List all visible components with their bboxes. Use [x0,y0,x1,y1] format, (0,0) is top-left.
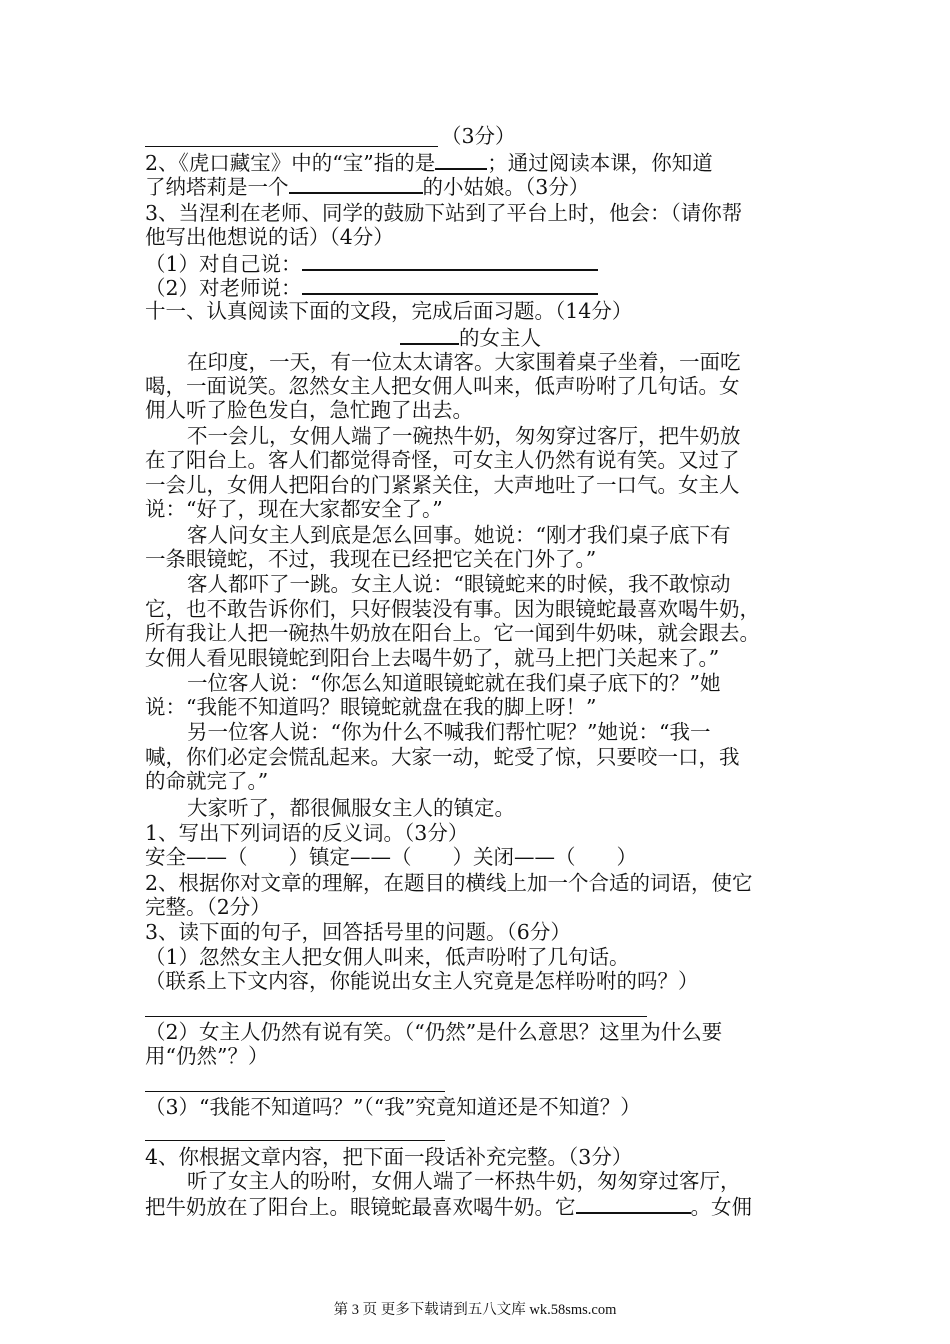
q11-2-line2: 完整。（2分） [145,895,271,919]
q11-4-text-b: 。女佣 [690,1195,752,1219]
passage-line: 说：“我能不知道吗？眼镜蛇就盘在我的脚上呀！” [145,695,597,719]
answer-blank[interactable] [435,150,487,170]
passage-line: 客人问女主人到底是怎么回事。她说：“刚才我们桌子底下有 [187,523,731,547]
passage-line: 客人都吓了一跳。女主人说：“眼镜蛇来的时候，我不敢惊动 [187,572,731,596]
answer-line[interactable] [145,1140,445,1141]
answer-blank[interactable] [302,275,598,295]
q11-2-line1: 2、根据你对文章的理解，在题目的横线上加一个合适的词语，使它 [145,871,753,895]
q11-4-line2 [145,1194,815,1219]
q10-2-line1 [145,150,815,175]
section-11-heading: 十一、认真阅读下面的文段，完成后面习题。（14分） [145,299,633,323]
passage-line: 所有我让人把一碗热牛奶放在阳台上。它一闻到牛奶味，就会跟去。 [145,621,760,645]
passage-line: 佣人听了脸色发白，急忙跑了出去。 [145,398,473,422]
q10-3-teacher-label: （2）对老师说： [145,276,302,300]
q11-3-3: （3）“我能不知道吗？”（“我”究竟知道还是不知道？） [145,1095,641,1119]
title-blank[interactable] [400,325,459,345]
q11-3-1-hint: （联系上下文内容，你能说出女主人究竟是怎样吩咐的吗？） [145,969,699,993]
q11-3: 3、读下面的句子，回答括号里的问题。（6分） [145,920,571,944]
q10-2-text-a: 2、《虎口藏宝》中的“宝”指的是 [145,151,436,175]
answer-line [145,146,438,147]
q10-2-text-d: 的小姑娘。（3分） [422,175,590,199]
passage-line: 在了阳台上。客人们都觉得奇怪，可女主人仍然有说有笑。又过了 [145,448,740,472]
answer-blank[interactable] [289,174,423,194]
q10-3-line1: 3、当涅利在老师、同学的鼓励下站到了平台上时，他会：（请你帮 [145,201,743,225]
passage-line: 女佣人看见眼镜蛇到阳台上去喝牛奶了，就马上把门关起来了。” [145,646,720,670]
passage-title [400,325,541,350]
page-footer: 第 3 页 更多下载请到五八文库 wk.58sms.com [333,1302,617,1318]
passage-line: 它，也不敢告诉你们，只好假装没有事。因为眼镜蛇最喜欢喝牛奶， [145,597,760,621]
q10-3-teacher [145,275,815,300]
q11-1-items: 安全——（ ）镇定——（ ）关闭——（ ） [145,845,637,869]
answer-blank[interactable] [576,1194,691,1214]
q10-3-line2: 他写出他想说的话）（4分） [145,225,394,249]
q11-4-line1: 听了女主人的吩咐，女佣人端了一杯热牛奶，匆匆穿过客厅， [187,1169,741,1193]
passage-line: 一条眼镜蛇，不过，我现在已经把它关在门外了。” [145,547,597,571]
passage-title-text: 的女主人 [459,326,541,350]
answer-line[interactable] [145,1016,647,1017]
q10-3-self [145,251,815,276]
passage-line: 的命就完了。” [145,769,269,793]
q11-4-text-a: 把牛奶放在了阳台上。眼镜蛇最喜欢喝牛奶。它 [145,1195,576,1219]
q10-3-self-label: （1）对自己说： [145,252,302,276]
q11-1: 1、写出下列词语的反义词。（3分） [145,821,469,845]
passage-line: 一会儿，女佣人把阳台的门紧紧关住，大声地吐了一口气。女主人 [145,473,740,497]
q11-3-2-line2: 用“仍然”？） [145,1044,269,1068]
q10-2-text-b: ；通过阅读本课，你知道 [487,151,713,175]
passage-line: 大家听了，都很佩服女主人的镇定。 [187,796,515,820]
passage-line: 说：“好了，现在大家都安全了。” [145,497,443,521]
q11-3-1: （1）忽然女主人把女佣人叫来，低声吩咐了几句话。 [145,945,630,969]
answer-blank[interactable] [302,251,598,271]
passage-line: 在印度，一天，有一位太太请客。大家围着桌子坐着，一面吃 [187,350,741,374]
passage-line: 另一位客人说：“你为什么不喊我们帮忙呢？”她说：“我一 [187,720,711,744]
q10-2-text-c: 了纳塔莉是一个 [145,175,289,199]
answer-line[interactable] [145,1091,445,1092]
passage-line: 喝，一面说笑。忽然女主人把女佣人叫来，低声吩咐了几句话。女 [145,374,740,398]
q10-2-line2 [145,174,815,199]
passage-line: 一位客人说：“你怎么知道眼镜蛇就在我们桌子底下的？”她 [187,671,721,695]
score-label: （3分） [441,124,516,148]
passage-line: 喊，你们必定会慌乱起来。大家一动，蛇受了惊，只要咬一口，我 [145,745,740,769]
passage-line: 不一会儿，女佣人端了一碗热牛奶，匆匆穿过客厅，把牛奶放 [187,424,741,448]
q11-3-2-line1: （2）女主人仍然有说有笑。（“仍然”是什么意思？这里为什么要 [145,1020,723,1044]
q11-4: 4、你根据文章内容，把下面一段话补充完整。（3分） [145,1145,633,1169]
